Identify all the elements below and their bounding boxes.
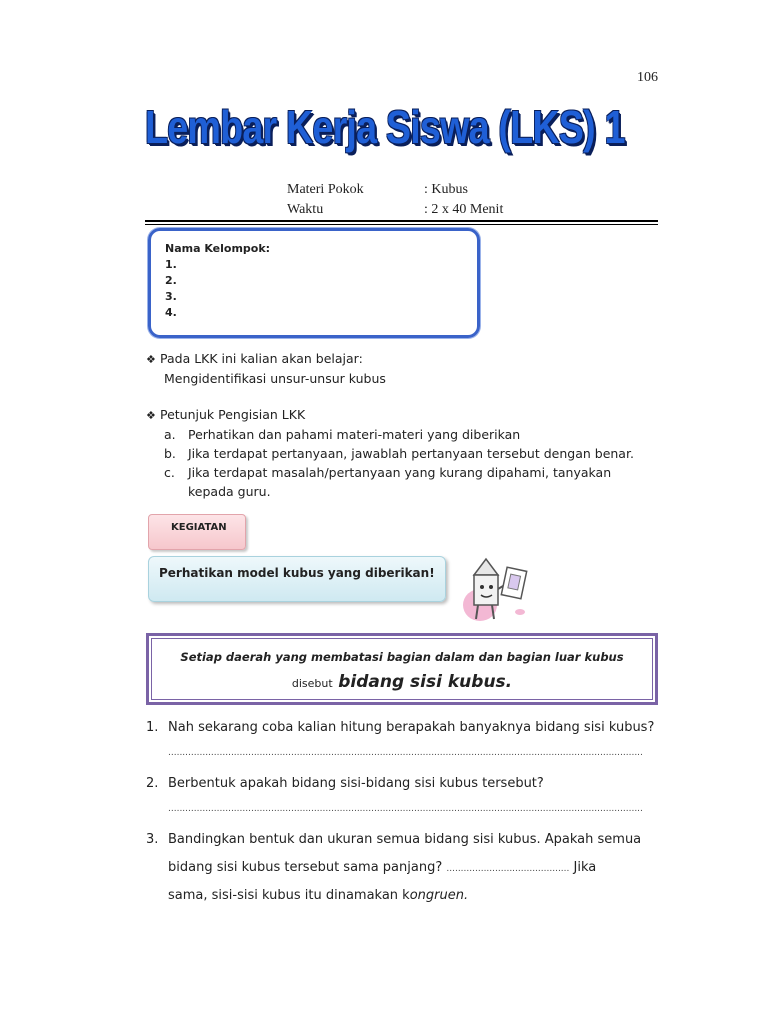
meta-info xyxy=(287,180,503,220)
question-continuation xyxy=(146,888,658,916)
answer-dots: ...................................................................................................................................................................... xyxy=(168,804,643,814)
definition-line: Setiap daerah yang membatasi bagian dalam dan bagian luar kubus xyxy=(180,650,624,664)
group-member: 3. xyxy=(165,290,177,303)
meta-label: Materi Pokok xyxy=(287,182,364,197)
instruction-text: Jika terdapat masalah/pertanyaan yang kurang dipahami, tanyakan kepada guru. xyxy=(188,465,612,499)
diamond-bullet-icon: ❖ xyxy=(146,353,156,366)
learning-heading: Pada LKK ini kalian akan belajar: xyxy=(160,351,363,366)
pencil-mascot-icon xyxy=(460,555,532,625)
question-continuation xyxy=(146,860,658,888)
question-number: 1. xyxy=(146,720,159,735)
instruction-item xyxy=(146,463,658,501)
activity-label: KEGIATAN xyxy=(148,514,246,550)
instruction-item xyxy=(146,444,658,463)
instruction-item xyxy=(146,425,658,444)
meta-row xyxy=(287,180,503,200)
group-member: 2. xyxy=(165,274,177,287)
definition-prefix: disebut xyxy=(291,677,333,690)
divider xyxy=(145,220,658,222)
instruction-text: Jika terdapat pertanyaan, jawablah pertanyaan tersebut dengan benar. xyxy=(188,446,634,461)
meta-label: Waktu xyxy=(287,202,324,217)
instruction-letter: c. xyxy=(164,465,175,480)
question-text: Jika xyxy=(569,860,597,875)
learning-section xyxy=(146,349,386,388)
answer-dots: ...................................................................................................................................................................... xyxy=(168,748,643,758)
answer-dots-inline[interactable]: ........................................... xyxy=(446,864,570,874)
instruction-letter: a. xyxy=(164,427,176,442)
answer-line[interactable] xyxy=(146,804,658,832)
learning-text: Mengidentifikasi unsur-unsur kubus xyxy=(164,371,386,386)
question-text: bidang sisi kubus tersebut sama panjang? xyxy=(168,860,447,875)
meta-row xyxy=(287,200,503,220)
page-title: Lembar Kerja Siswa (LKS) 1 xyxy=(145,101,625,153)
question-emphasis: ongruen. xyxy=(409,888,469,903)
question-text: Berbentuk apakah bidang sisi-bidang sisi kubus tersebut? xyxy=(168,776,544,791)
definition-line xyxy=(149,672,655,692)
definition-box xyxy=(146,633,658,705)
question-text: Nah sekarang coba kalian hitung berapakah banyaknya bidang sisi kubus? xyxy=(168,720,655,735)
question-list xyxy=(146,720,658,916)
page-number: 106 xyxy=(637,70,658,85)
group-member: 4. xyxy=(165,306,177,319)
group-member: 1. xyxy=(165,258,177,271)
activity-instruction: Perhatikan model kubus yang diberikan! xyxy=(148,556,446,602)
divider xyxy=(145,224,658,225)
instruction-text: Perhatikan dan pahami materi-materi yang diberikan xyxy=(188,427,521,442)
instructions-heading: Petunjuk Pengisian LKK xyxy=(160,407,306,422)
question-item xyxy=(146,832,658,860)
meta-value: : Kubus xyxy=(424,182,468,197)
answer-line[interactable] xyxy=(146,748,658,776)
meta-value: : 2 x 40 Menit xyxy=(424,202,504,217)
diamond-bullet-icon: ❖ xyxy=(146,409,156,422)
question-text: sama, sisi-sisi kubus itu dinamakan k xyxy=(168,888,410,903)
question-item xyxy=(146,776,658,804)
instructions-section xyxy=(146,405,658,501)
definition-emphasis: bidang sisi kubus. xyxy=(338,672,513,692)
question-number: 2. xyxy=(146,776,159,791)
question-item xyxy=(146,720,658,748)
instruction-letter: b. xyxy=(164,446,176,461)
question-number: 3. xyxy=(146,832,159,847)
question-text: Bandingkan bentuk dan ukuran semua bidang sisi kubus. Apakah semua xyxy=(168,832,642,847)
group-box xyxy=(148,228,480,338)
group-heading: Nama Kelompok: xyxy=(165,242,271,255)
